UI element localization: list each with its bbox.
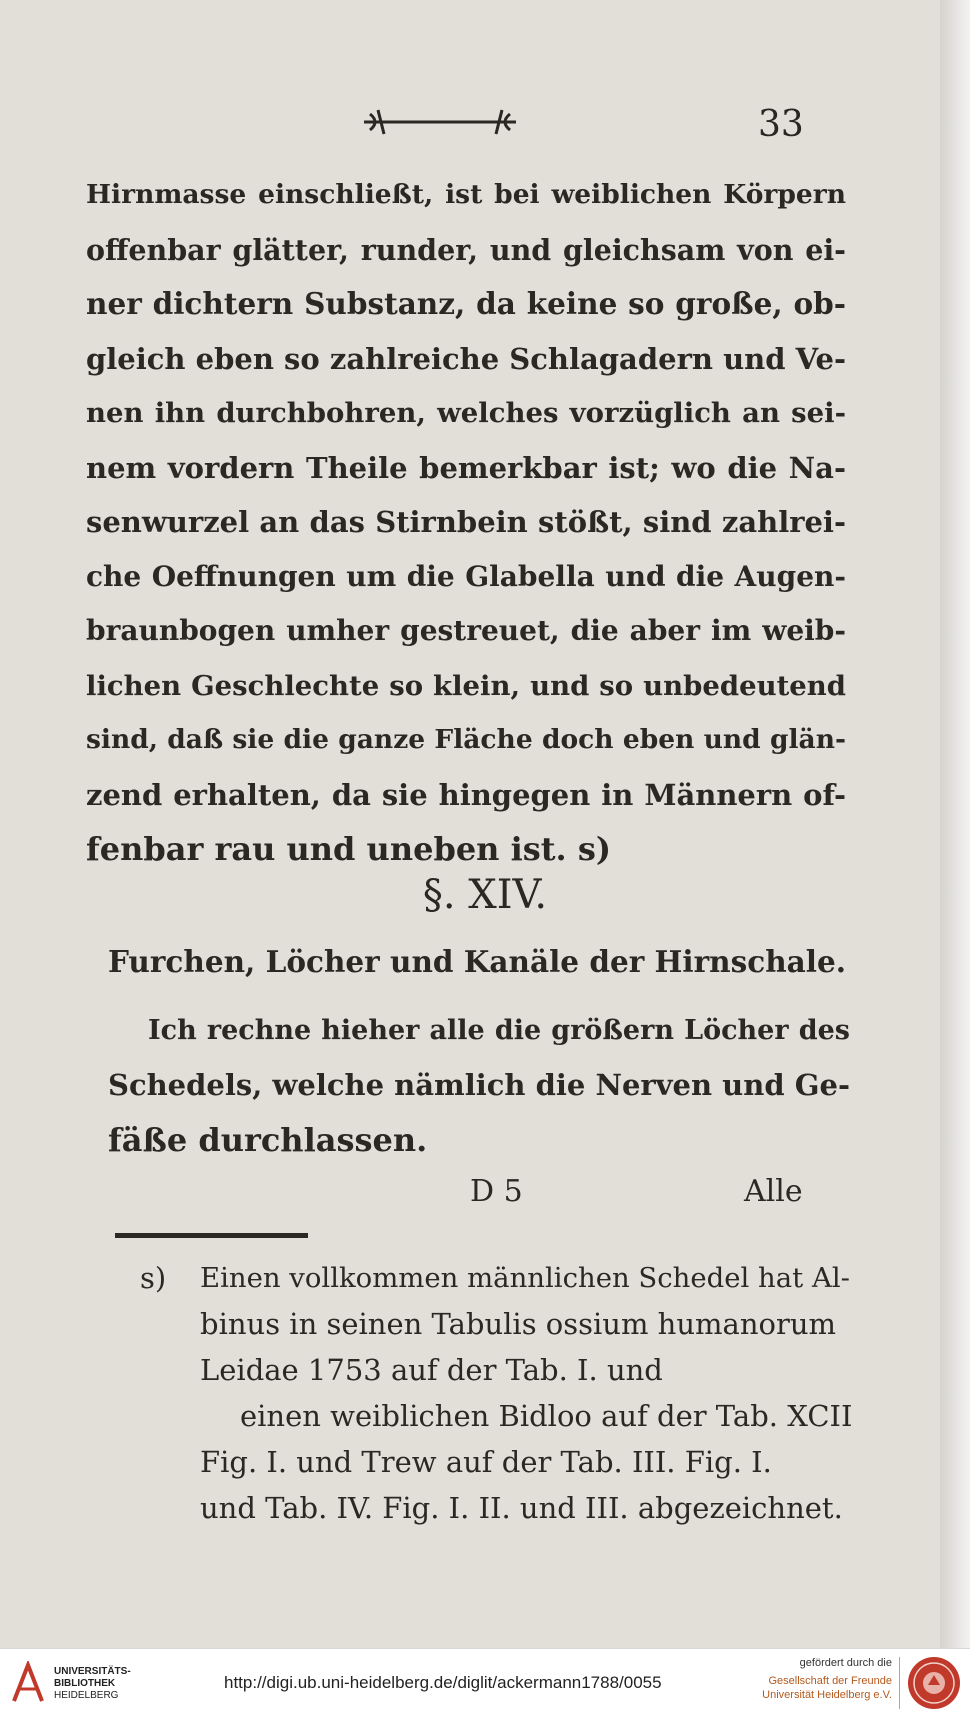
logo-line: BIBLIOTHEK	[54, 1678, 116, 1689]
sponsor-pre: gefördert durch die	[799, 1657, 892, 1669]
footnote-mark: s)	[140, 1261, 167, 1295]
university-seal-icon[interactable]	[906, 1655, 962, 1711]
text-line: nem vordern Theile bemerkbar ist; wo die Na-	[86, 450, 846, 485]
viewer-footer	[0, 1648, 970, 1717]
footnote-line: Fig. I. und Trew auf der Tab. III. Fig. I.	[200, 1445, 772, 1479]
text-line: Hirnmasse einschließt, ist bei weiblichen Körpern	[86, 179, 846, 210]
footnote-line: binus in seinen Tabulis ossium humanorum	[200, 1307, 837, 1341]
catchword: Alle	[744, 1174, 803, 1209]
logo-line: UNIVERSITÄTS-	[54, 1666, 131, 1677]
printer-signature: D 5	[470, 1174, 523, 1209]
text-line: lichen Geschlechte so klein, und so unbedeutend	[86, 669, 846, 702]
logo-line: HEIDELBERG	[54, 1690, 119, 1701]
text-line: Schedels, welche nämlich die Nerven und Ge-	[108, 1068, 850, 1102]
footnote-rule	[115, 1233, 308, 1238]
text-line: fäße durchlassen.	[108, 1121, 428, 1159]
section-heading: Furchen, Löcher und Kanäle der Hirnschale.	[108, 944, 847, 979]
ornament-rule	[360, 102, 520, 142]
library-logo-text[interactable]	[54, 1666, 131, 1702]
sponsor-name: Gesellschaft der Freunde	[768, 1675, 892, 1687]
sponsor-name: Universität Heidelberg e.V.	[762, 1689, 892, 1701]
footnote-line: einen weiblichen Bidloo auf der Tab. XCII	[240, 1399, 853, 1433]
page-edge	[940, 0, 970, 1648]
library-logo-icon[interactable]	[10, 1661, 46, 1705]
text-line: braunbogen umher gestreuet, die aber im weib-	[86, 614, 846, 647]
footnote-line: Leidae 1753 auf der Tab. I. und	[200, 1353, 663, 1387]
divider	[899, 1657, 900, 1709]
body-paragraph	[86, 168, 846, 877]
section-number: §. XIV.	[422, 872, 548, 918]
text-line: zend erhalten, da sie hingegen in Männern of-	[86, 777, 846, 812]
text-line: gleich eben so zahlreiche Schlagadern und Ve-	[86, 341, 846, 376]
text-line: offenbar glätter, runder, und gleichsam von ei-	[86, 232, 846, 267]
footnote	[140, 1255, 855, 1531]
text-line: che Oeffnungen um die Glabella und die Augen-	[86, 559, 846, 593]
page-number: 33	[758, 104, 804, 145]
text-line: nen ihn durchbohren, welches vorzüglich an sei-	[86, 397, 846, 429]
permalink-url[interactable]: http://digi.ub.uni-heidelberg.de/diglit/ackermann1788/0055	[224, 1673, 662, 1692]
text-line: sind, daß sie die ganze Fläche doch eben und glän-	[86, 724, 846, 755]
text-line: fenbar rau und uneben ist. s)	[86, 830, 611, 868]
footnote-line: und Tab. IV. Fig. I. II. und III. abgezeichnet.	[200, 1491, 843, 1525]
footnote-line: Einen vollkommen männlichen Schedel hat Al-	[200, 1262, 850, 1294]
section-paragraph	[108, 1003, 850, 1168]
text-line: Ich rechne hieher alle die größern Löcher des	[148, 1015, 850, 1046]
text-line: senwurzel an das Stirnbein stößt, sind zahlrei-	[86, 505, 846, 539]
text-line: ner dichtern Substanz, da keine so große, ob-	[86, 286, 846, 321]
sponsor-credit[interactable]	[762, 1656, 892, 1702]
